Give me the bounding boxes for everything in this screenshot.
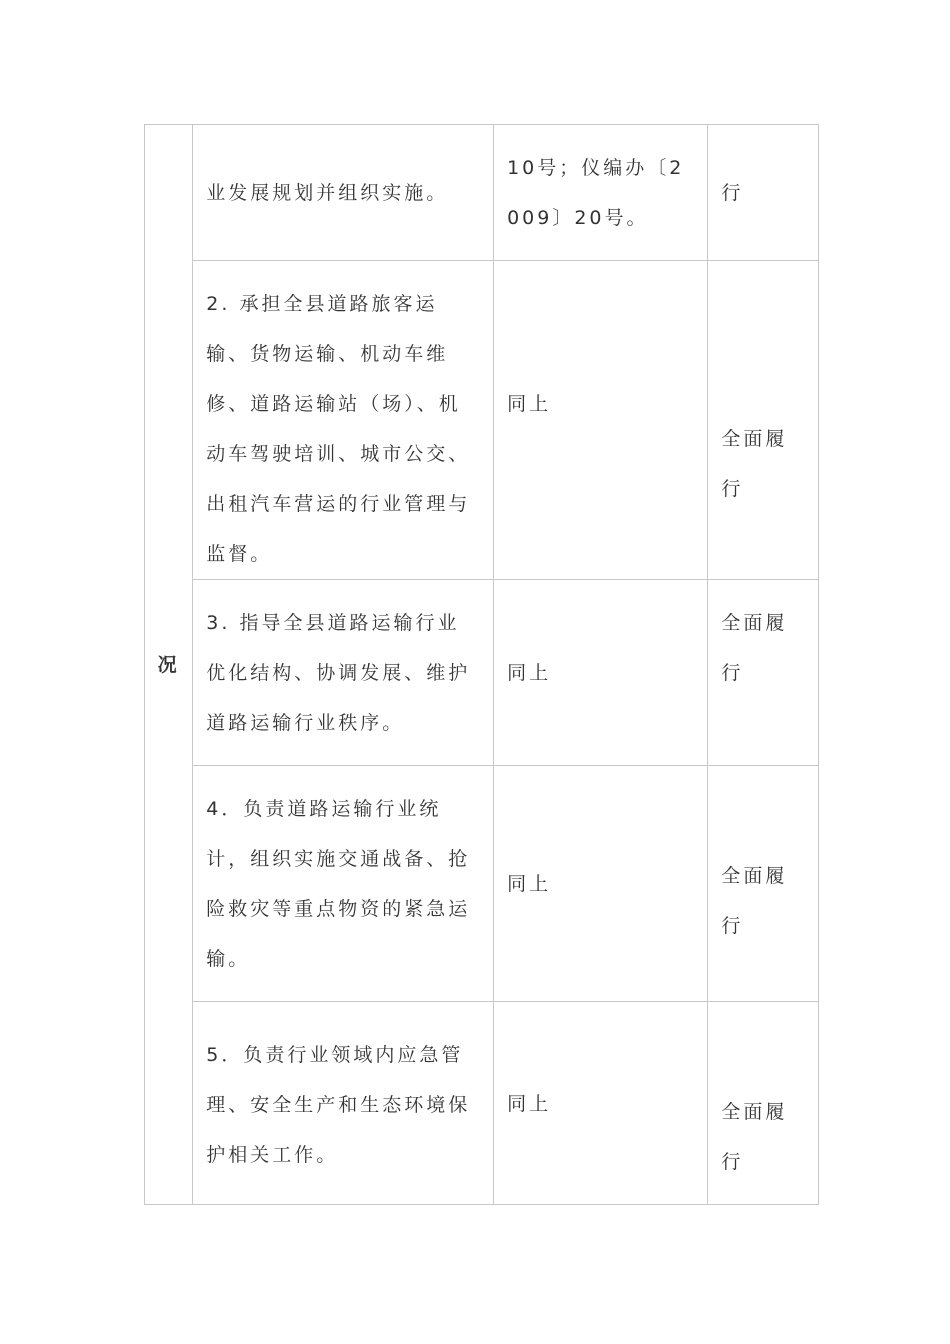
status-text: 全面履行 <box>721 1101 788 1173</box>
duty-cell <box>193 580 494 766</box>
table-row <box>145 125 819 261</box>
duty-cell <box>193 125 494 261</box>
duty-text: 3. 指导全县道路运输行业优化结构、协调发展、维护道路运输行业秩序。 <box>206 612 471 734</box>
table-row <box>145 261 819 580</box>
basis-text: 同上 <box>507 1093 552 1115</box>
basis-cell <box>494 580 708 766</box>
basis-cell <box>494 261 708 580</box>
basis-text: 同上 <box>507 393 552 415</box>
table-row <box>145 1002 819 1205</box>
status-text: 全面履行 <box>721 612 788 684</box>
basis-cell <box>494 125 708 261</box>
table-row <box>145 580 819 766</box>
basis-text: 10号；仪编办〔2009〕20号。 <box>507 157 685 229</box>
side-label: 况 <box>145 125 193 1205</box>
duty-cell <box>193 766 494 1002</box>
status-cell <box>708 766 819 1002</box>
duty-table <box>144 124 819 1205</box>
duty-text: 业发展规划并组织实施。 <box>206 182 449 204</box>
duty-text: 2. 承担全县道路旅客运输、货物运输、机动车维修、道路运输站（场）、机动车驾驶培训、城市公交、出租汽车营运的行业管理与监督。 <box>206 293 471 565</box>
status-cell <box>708 261 819 580</box>
duty-cell <box>193 1002 494 1205</box>
duty-cell <box>193 261 494 580</box>
duty-text: 5．负责行业领域内应急管理、安全生产和生态环境保护相关工作。 <box>206 1044 471 1166</box>
status-cell <box>708 580 819 766</box>
basis-cell <box>494 1002 708 1205</box>
duty-text: 4．负责道路运输行业统计，组织实施交通战备、抢险救灾等重点物资的紧急运输。 <box>206 798 471 970</box>
basis-text: 同上 <box>507 662 552 684</box>
table-row <box>145 766 819 1002</box>
status-cell <box>708 125 819 261</box>
basis-cell <box>494 766 708 1002</box>
status-text: 全面履行 <box>721 865 788 937</box>
basis-text: 同上 <box>507 873 552 895</box>
status-text: 行 <box>721 182 744 204</box>
status-cell <box>708 1002 819 1205</box>
status-text: 全面履行 <box>721 428 788 500</box>
